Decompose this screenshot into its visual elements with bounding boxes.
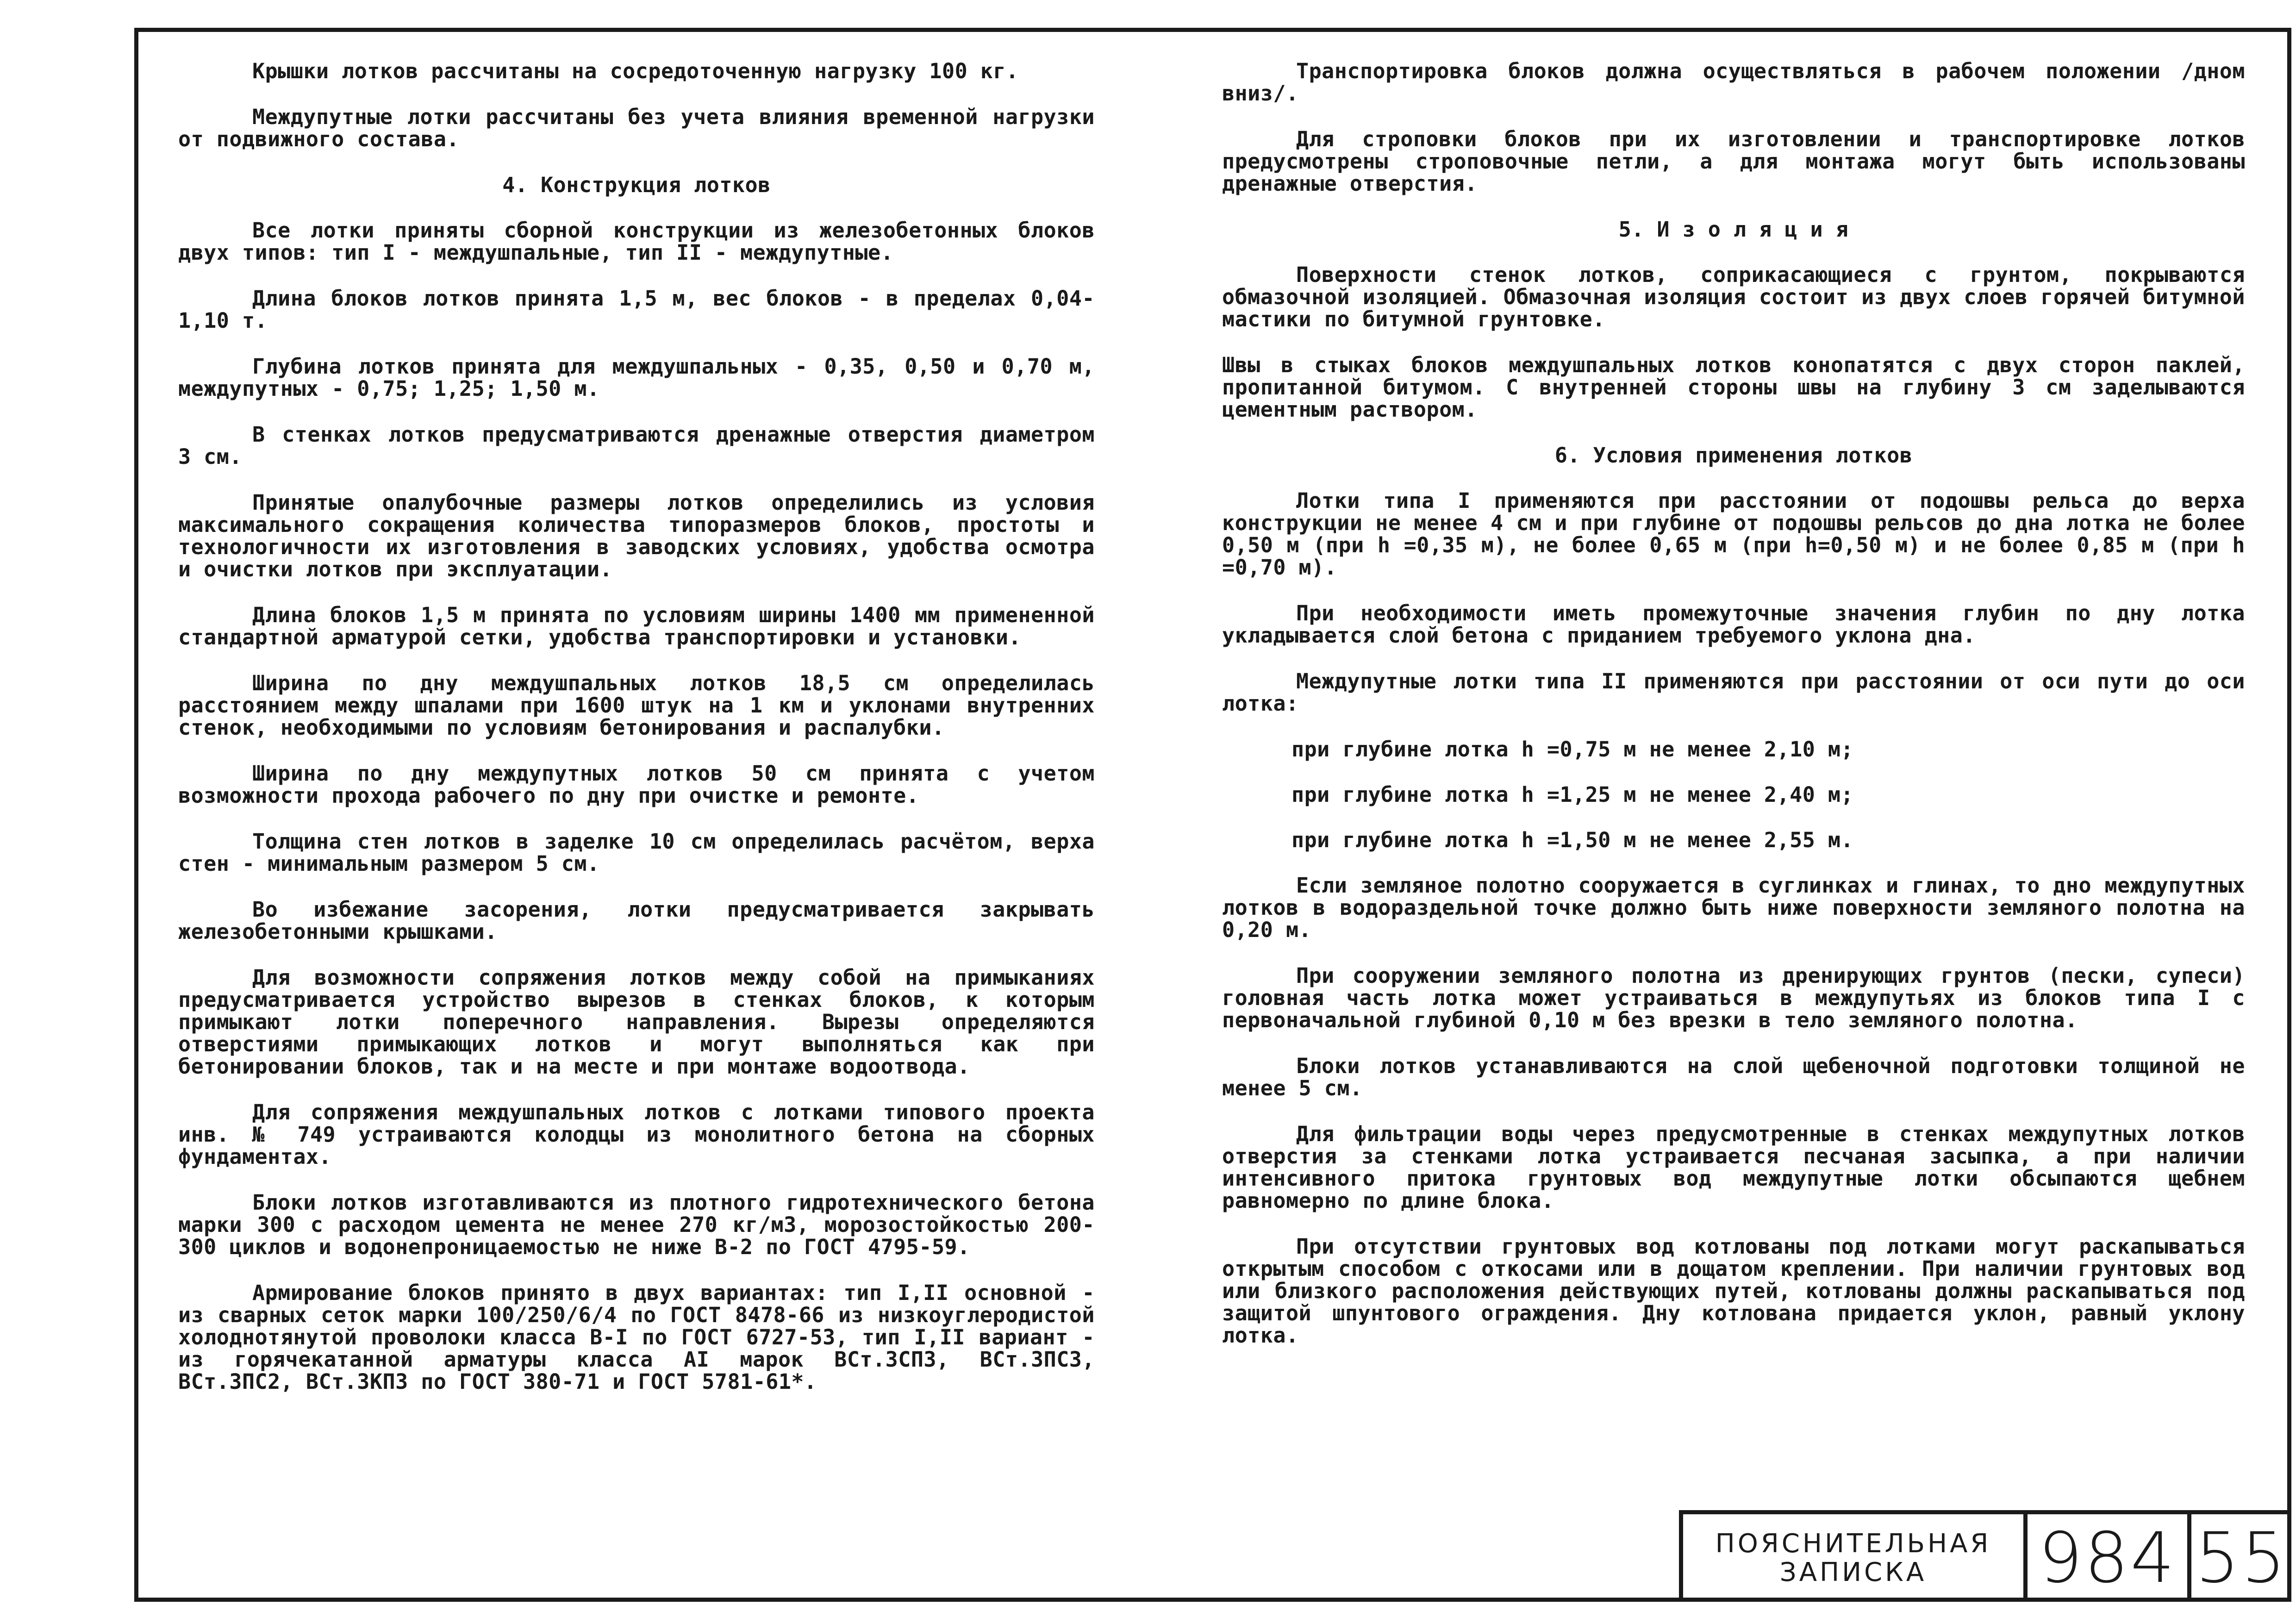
paragraph: Крышки лотков рассчитаны на сосредоточенную нагрузку 100 кг. xyxy=(252,59,1019,83)
paragraph: Длина блоков лотков принята 1,5 м, вес блоков - в пределах 0,04-1,10 т. xyxy=(178,286,1095,333)
paragraph: Для сопряжения междушпальных лотков с лотками типового проекта инв. № 749 устраиваются колодцы из монолитного бетона на сборных фундаментах. xyxy=(178,1100,1095,1169)
paragraph: Если земляное полотно сооружается в суглинках и глинах, то дно междупутных лотков в водораздельной точке должно быть ниже поверхности земляного полотна на 0,20 м. xyxy=(1222,873,2245,942)
title-block xyxy=(1679,1510,2291,1602)
paragraph: Принятые опалубочные размеры лотков определились из условия максимального сокращения количества типоразмеров блоков, простоты и технологичности их изготовления в заводских условиях, удобства осмотра и очистки лотков при эксплуатации. xyxy=(178,490,1095,581)
paragraph: Швы в стыках блоков междушпальных лотков конопатятся с двух сторон паклей, пропитанной битумом. С внутренней стороны швы на глубину 3 см заделываются цементным раствором. xyxy=(1222,353,2245,422)
paragraph: Ширина по дну междупутных лотков 50 см принята с учетом возможности прохода рабочего по дну при очистке и ремонте. xyxy=(178,761,1095,808)
paragraph: Во избежание засорения, лотки предусматривается закрывать железобетонными крышками. xyxy=(178,897,1095,944)
paragraph: Для возможности сопряжения лотков между собой на примыканиях предусматривается устройство вырезов в стенках блоков, к которым примыкают лотки поперечного направления. Вырезы определяются отверстиями примыкающих лотков и могут выполняться как при бетонировании блоков, так и на месте и при монтаже водоотвода. xyxy=(178,965,1095,1079)
paragraph: В стенках лотков предусматриваются дренажные отверстия диаметром 3 см. xyxy=(178,422,1095,469)
paragraph: Толщина стен лотков в заделке 10 см определилась расчётом, верха стен - минимальным размером 5 см. xyxy=(178,829,1095,876)
paragraph: Для строповки блоков при их изготовлении и транспортировке лотков предусмотрены строповочные петли, а для монтажа могут быть использованы дренажные отверстия. xyxy=(1222,127,2245,196)
paragraph: Все лотки приняты сборной конструкции из железобетонных блоков двух типов: тип I - междушпальные, тип II - междупутные. xyxy=(178,218,1095,265)
paragraph: Междупутные лотки типа II применяются при расстоянии от оси пути до оси лотка: xyxy=(1222,669,2245,716)
condition-line: при глубине лотка h =1,50 м не менее 2,55 м. xyxy=(1292,828,1854,852)
paragraph: Лотки типа I применяются при расстоянии от подошвы рельса до верха конструкции не менее 4 см и при глубине от подошвы рельсов до дна лотка не более 0,50 м (при h =0,35 м), не более 0,65 м (при h=0,50 м) и не более 0,85 м (при h =0,70 м). xyxy=(1222,488,2245,580)
paragraph: Длина блоков 1,5 м принята по условиям ширины 1400 мм примененной стандартной арматурой сетки, удобства транспортировки и установки. xyxy=(178,603,1095,650)
title-block-caption xyxy=(1683,1514,2028,1602)
paragraph: Поверхности стенок лотков, соприкасающиеся с грунтом, покрываются обмазочной изоляцией. Обмазочная изоляция состоит из двух слоев горячей битумной мастики по битумной грунтовке. xyxy=(1222,262,2245,331)
condition-line: при глубине лотка h =1,25 м не менее 2,40 м; xyxy=(1292,782,1854,807)
right-text-column xyxy=(1222,60,2245,1370)
paragraph: Глубина лотков принята для междушпальных - 0,35, 0,50 и 0,70 м, междупутных - 0,75; 1,25; 1,50 м. xyxy=(178,354,1095,401)
section-heading-6: 6. Условия применения лотков xyxy=(1554,443,1913,468)
left-text-column xyxy=(178,60,1095,1417)
paragraph: Ширина по дну междушпальных лотков 18,5 см определилась расстоянием между шпалами при 1600 штук на 1 км и уклонами внутренних стенок, необходимыми по условиям бетонирования и распалубки. xyxy=(178,671,1095,740)
section-heading-5: 5. И з о л я ц и я xyxy=(1618,217,1849,242)
paragraph: При отсутствии грунтовых вод котлованы под лотками могут раскапываться открытым способом с откосами или в дощатом креплении. При наличии грунтовых вод или близкого расположения действующих путей, котлованы должны раскапываться под защитой шпунтового ограждения. Дну котлована придается уклон, равный уклону лотка. xyxy=(1222,1234,2245,1348)
paragraph: Блоки лотков устанавливаются на слой щебеночной подготовки толщиной не менее 5 см. xyxy=(1222,1054,2245,1100)
title-line-2: ЗАПИСКА xyxy=(1779,1557,1927,1587)
paragraph: Армирование блоков принято в двух вариантах: тип I,II основной - из сварных сеток марки 100/250/6/4 по ГОСТ 8478-66 из низкоуглеродистой холоднотянутой проволоки класса В-I по ГОСТ 6727-53, тип I,II вариант - из горячекатанной арматуры класса AI марок ВСт.3СП3, ВСт.3ПС3, ВСт.3ПС2, ВСт.3КП3 по ГОСТ 380-71 и ГОСТ 5781-61*. xyxy=(178,1280,1095,1394)
page-number: 55 xyxy=(2195,1518,2288,1599)
paragraph: Транспортировка блоков должна осуществляться в рабочем положении /дном вниз/. xyxy=(1222,59,2245,106)
paragraph: Междупутные лотки рассчитаны без учета влияния временной нагрузки от подвижного состава. xyxy=(178,105,1095,151)
paragraph: При сооружении земляного полотна из дренирующих грунтов (пески, супеси) головная часть лотка может устраиваться в междупутьях из блоков типа I с первоначальной глубиной 0,10 м без врезки в тело земляного полотна. xyxy=(1222,963,2245,1032)
sheet-number: 984 xyxy=(2028,1514,2191,1602)
condition-line: при глубине лотка h =0,75 м не менее 2,10 м; xyxy=(1292,737,1854,762)
title-line-1: ПОЯСНИТЕЛЬНАЯ xyxy=(1715,1528,1991,1559)
paragraph: Блоки лотков изготавливаются из плотного гидротехнического бетона марки 300 с расходом цемента не менее 270 кг/м3, морозостойкостью 200-300 циклов и водонепроницаемостью не ниже В-2 по ГОСТ 4795-59. xyxy=(178,1190,1095,1259)
paragraph: При необходимости иметь промежуточные значения глубин по дну лотка укладывается слой бетона с приданием требуемого уклона дна. xyxy=(1222,601,2245,648)
section-heading-4: 4. Конструкция лотков xyxy=(502,173,771,197)
paragraph: Для фильтрации воды через предусмотренные в стенках междупутных лотков отверстия за стенками лотка устраивается песчаная засыпка, а при наличии интенсивного притока грунтовых вод междупутные лотки обсыпаются щебнем равномерно по длине блока. xyxy=(1222,1122,2245,1213)
